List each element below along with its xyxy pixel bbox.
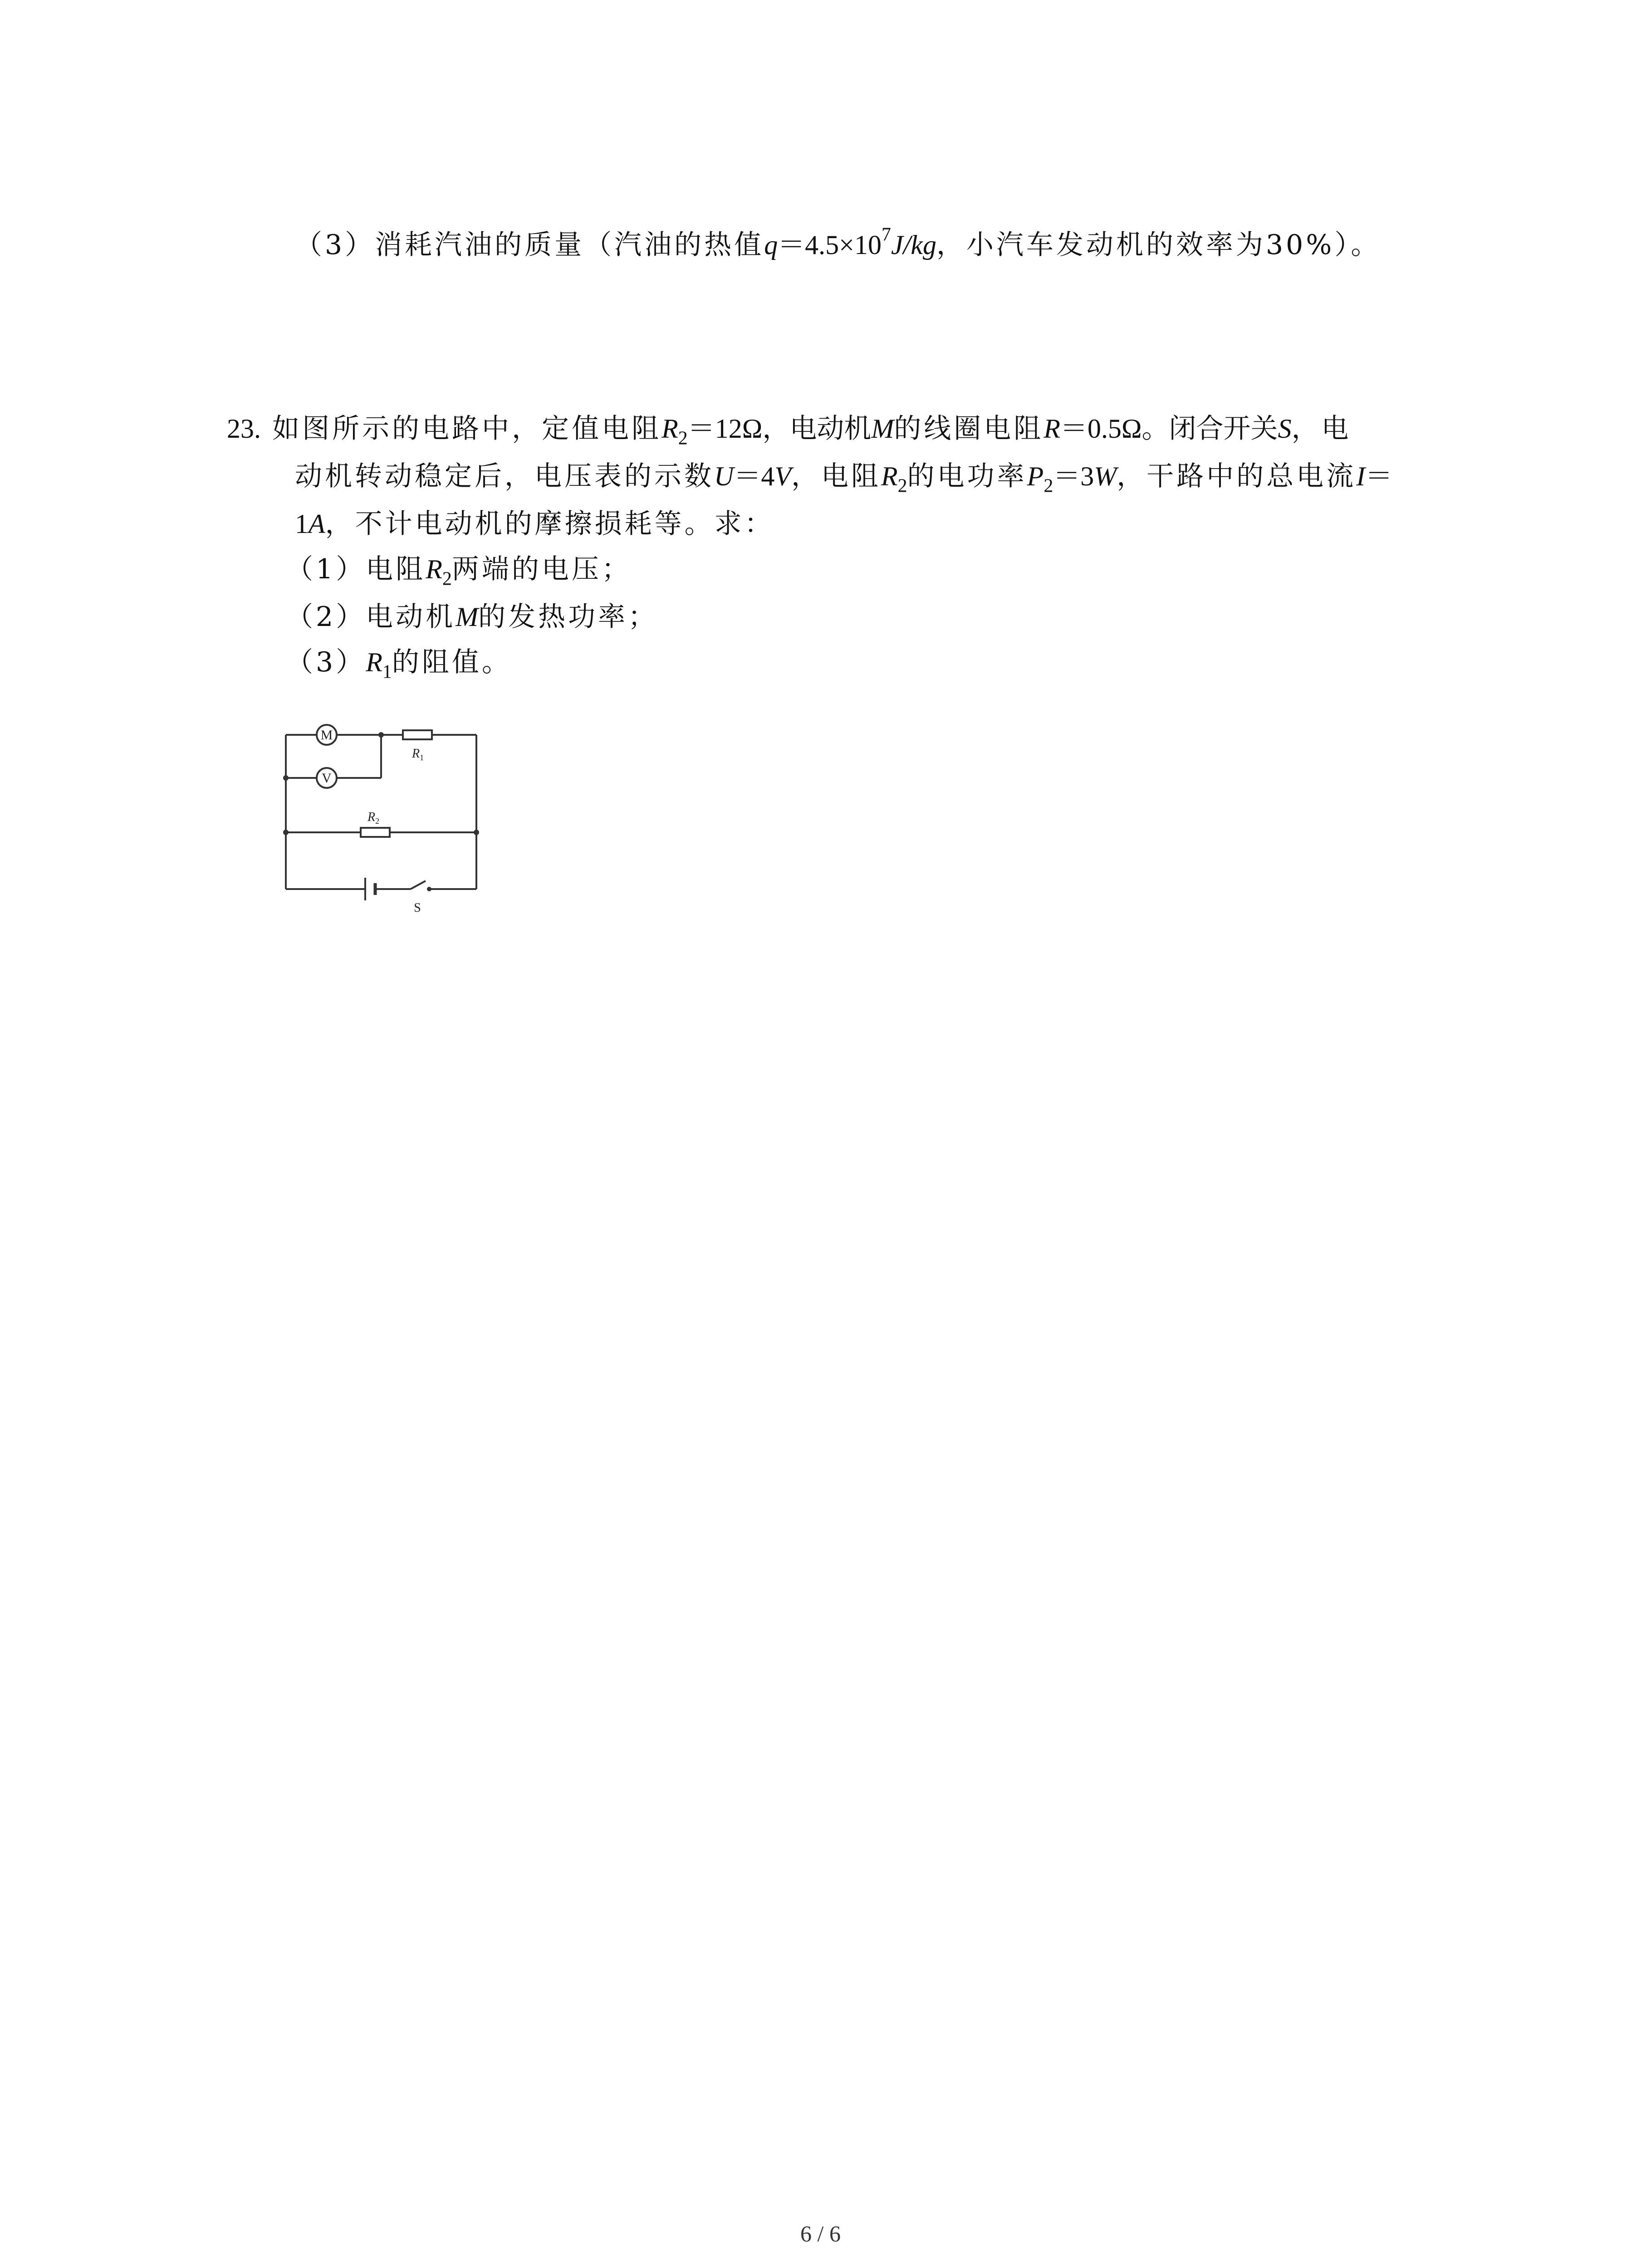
motor-symbol bbox=[317, 725, 337, 745]
symbol-i: I bbox=[1356, 461, 1366, 491]
symbol-r2: R bbox=[426, 554, 442, 584]
text-span: 1 bbox=[295, 509, 309, 539]
text-span: 的阻值。 bbox=[392, 646, 512, 678]
text-span: ，电 bbox=[1291, 413, 1352, 445]
resistor-r2 bbox=[361, 810, 390, 837]
heat-value-unit: J/kg bbox=[891, 230, 936, 260]
heat-value-number: ＝4.5×10 bbox=[778, 230, 882, 260]
symbol-a: A bbox=[309, 509, 325, 539]
subscript: 2 bbox=[897, 475, 907, 497]
q22-part3-tail: ，小汽车发动机的效率为30%）。 bbox=[936, 229, 1381, 261]
text-span: ＝12Ω，电动机 bbox=[687, 414, 872, 444]
q23-sub-1 bbox=[286, 551, 632, 590]
symbol-r2: R bbox=[881, 461, 898, 491]
symbol-m: M bbox=[456, 602, 479, 632]
text-span: ，不计电动机的摩擦损耗等。求： bbox=[325, 508, 774, 540]
switch-label: S bbox=[414, 901, 421, 915]
question-number: 23. bbox=[227, 414, 261, 444]
symbol-r2: R bbox=[661, 414, 678, 444]
subscript: 2 bbox=[442, 568, 452, 590]
text-span: ，电阻 bbox=[791, 460, 881, 492]
text-span: 动机转动稳定后，电压表的示数 bbox=[295, 460, 714, 492]
symbol-u: U bbox=[714, 461, 734, 491]
text-span: 的线圈电阻 bbox=[894, 413, 1044, 445]
voltmeter-label: V bbox=[322, 771, 332, 786]
subscript: 2 bbox=[1043, 475, 1053, 497]
r2-label: $R_2$ bbox=[367, 810, 380, 826]
text-span: ＝ bbox=[1365, 460, 1396, 492]
q23-line-2 bbox=[295, 458, 1396, 497]
q23-sub-3 bbox=[286, 644, 512, 683]
text-span: （2）电动机 bbox=[286, 601, 456, 633]
resistor-r1 bbox=[403, 730, 432, 762]
text-span: 的发热功率； bbox=[478, 601, 658, 633]
q23-line-1 bbox=[227, 411, 1352, 447]
text-span: （1）电阻 bbox=[286, 553, 426, 585]
circuit-wires bbox=[286, 735, 476, 889]
subscript: 1 bbox=[382, 661, 392, 683]
symbol-p2: P bbox=[1027, 461, 1044, 491]
page-number: 6 / 6 bbox=[800, 2221, 841, 2246]
motor-label: M bbox=[320, 728, 333, 743]
text-span: 如图所示的电路中，定值电阻 bbox=[272, 413, 662, 445]
subscript: 2 bbox=[678, 428, 688, 449]
text-span: 两端的电压； bbox=[451, 553, 632, 585]
voltmeter-symbol bbox=[317, 768, 337, 788]
text-span: ＝3 bbox=[1053, 461, 1094, 491]
heat-value-exponent: 7 bbox=[882, 224, 892, 245]
symbol-s: S bbox=[1278, 414, 1292, 444]
r1-label: $R_1$ bbox=[412, 747, 424, 762]
text-span: ，干路中的总电流 bbox=[1117, 460, 1357, 492]
q23-sub-2 bbox=[286, 599, 658, 635]
symbol-m: M bbox=[871, 414, 894, 444]
symbol-r: R bbox=[1043, 414, 1060, 444]
q23-line-3 bbox=[295, 506, 774, 542]
q22-part3-line bbox=[295, 224, 1381, 263]
symbol-r1: R bbox=[366, 647, 382, 677]
battery-symbol bbox=[365, 878, 375, 900]
text-span: 的电功率 bbox=[907, 460, 1027, 492]
heat-value-symbol: q bbox=[764, 230, 778, 260]
symbol-w: W bbox=[1094, 461, 1117, 491]
circuit-diagram bbox=[272, 712, 490, 921]
text-span: ＝4 bbox=[734, 461, 775, 491]
text-span: ＝0.5Ω。闭合开关 bbox=[1060, 414, 1278, 444]
symbol-v: V bbox=[774, 461, 791, 491]
text-span: （3） bbox=[286, 646, 366, 678]
q22-part3-lead: （3）消耗汽油的质量（汽油的热值 bbox=[295, 229, 764, 261]
